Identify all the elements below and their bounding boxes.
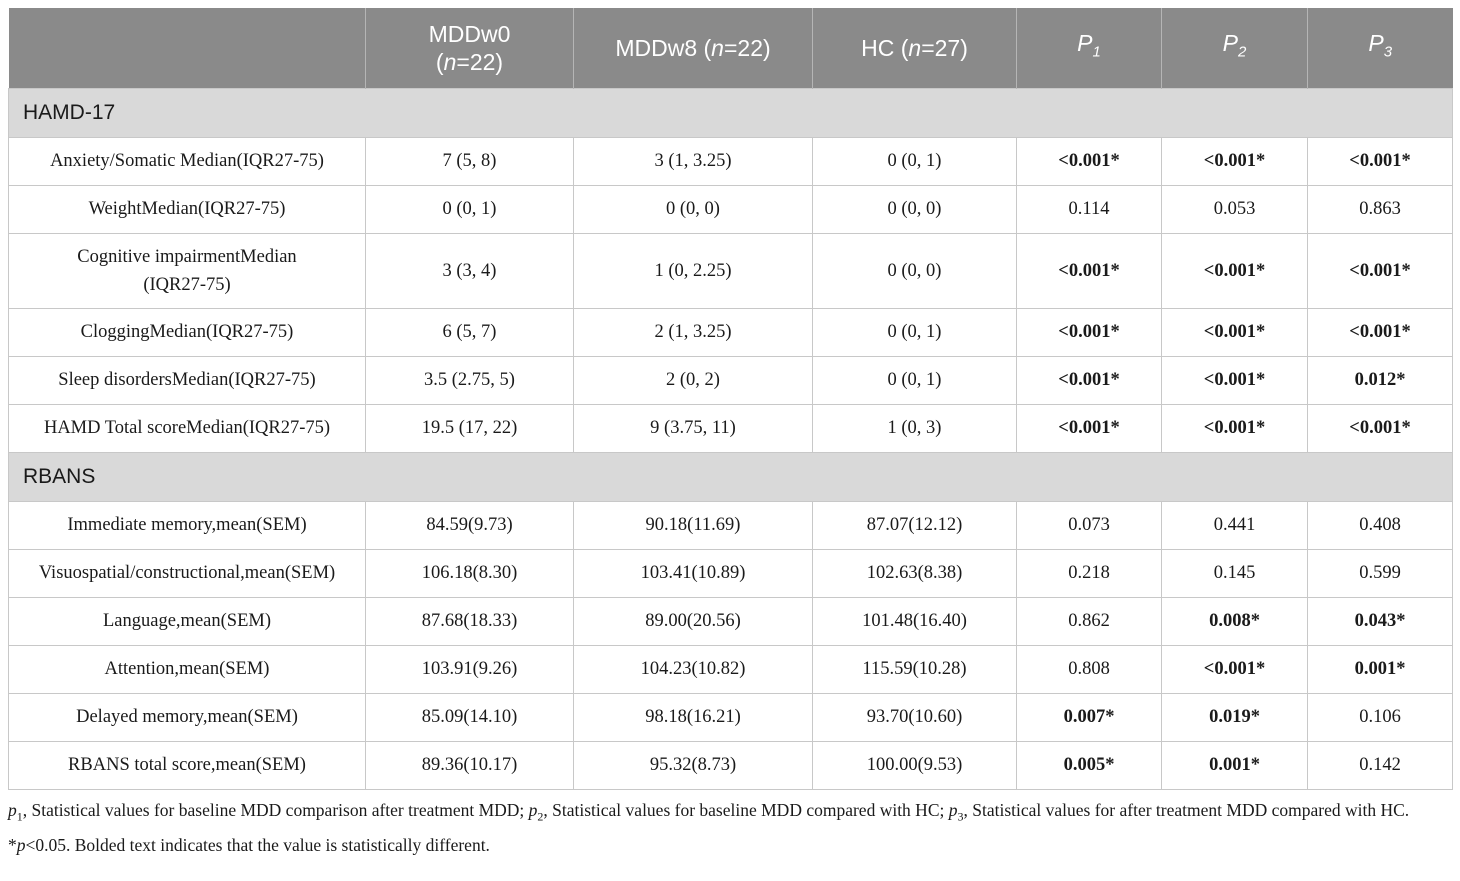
- cell-p1: 0.005*: [1017, 742, 1162, 790]
- footnote-significance: *p<0.05. Bolded text indicates that the value is statistically different.: [8, 834, 490, 855]
- table-container: [8, 8, 1452, 857]
- cell-mddw8: 95.32(8.73): [574, 742, 813, 790]
- cell-hc: 87.07(12.12): [813, 502, 1017, 550]
- table-row: [9, 138, 1453, 186]
- cell-p3: <0.001*: [1308, 234, 1453, 309]
- table-row: [9, 742, 1453, 790]
- cell-p3: 0.142: [1308, 742, 1453, 790]
- row-label: HAMD Total scoreMedian(IQR27-75): [9, 405, 366, 453]
- cell-mddw8: 0 (0, 0): [574, 186, 813, 234]
- table-row: [9, 502, 1453, 550]
- table-row: [9, 405, 1453, 453]
- cell-p1: 0.218: [1017, 550, 1162, 598]
- cell-p2: <0.001*: [1162, 309, 1308, 357]
- row-label: Anxiety/Somatic Median(IQR27-75): [9, 138, 366, 186]
- row-label: RBANS total score,mean(SEM): [9, 742, 366, 790]
- table-row: [9, 357, 1453, 405]
- cell-hc: 0 (0, 1): [813, 357, 1017, 405]
- cell-hc: 0 (0, 1): [813, 309, 1017, 357]
- cell-mddw0: 106.18(8.30): [366, 550, 574, 598]
- cell-p3: <0.001*: [1308, 138, 1453, 186]
- cell-mddw8: 98.18(16.21): [574, 694, 813, 742]
- row-label: Immediate memory,mean(SEM): [9, 502, 366, 550]
- row-label: Language,mean(SEM): [9, 598, 366, 646]
- cell-hc: 100.00(9.53): [813, 742, 1017, 790]
- cell-p2: <0.001*: [1162, 357, 1308, 405]
- section-title: RBANS: [9, 453, 1453, 502]
- results-table: [8, 8, 1453, 790]
- header-p1: $P_1$: [1017, 8, 1162, 89]
- cell-mddw8: 2 (0, 2): [574, 357, 813, 405]
- table-row: [9, 646, 1453, 694]
- cell-hc: 101.48(16.40): [813, 598, 1017, 646]
- cell-p2: <0.001*: [1162, 234, 1308, 309]
- cell-mddw0: 6 (5, 7): [366, 309, 574, 357]
- cell-p2: <0.001*: [1162, 138, 1308, 186]
- section-header: [9, 89, 1453, 138]
- header-row: [9, 8, 1453, 89]
- row-label: Cognitive impairmentMedian (IQR27-75): [9, 234, 366, 309]
- section-header: [9, 453, 1453, 502]
- cell-p2: 0.145: [1162, 550, 1308, 598]
- section-title: HAMD-17: [9, 89, 1453, 138]
- cell-p1: 0.808: [1017, 646, 1162, 694]
- cell-p2: 0.019*: [1162, 694, 1308, 742]
- cell-hc: 0 (0, 0): [813, 234, 1017, 309]
- cell-p1: <0.001*: [1017, 138, 1162, 186]
- cell-mddw8: 3 (1, 3.25): [574, 138, 813, 186]
- footnotes: [8, 798, 1452, 857]
- table-row: [9, 598, 1453, 646]
- cell-mddw8: 90.18(11.69): [574, 502, 813, 550]
- cell-hc: 102.63(8.38): [813, 550, 1017, 598]
- row-label: Visuospatial/constructional,mean(SEM): [9, 550, 366, 598]
- cell-mddw0: 87.68(18.33): [366, 598, 574, 646]
- cell-p2: 0.053: [1162, 186, 1308, 234]
- cell-p3: 0.599: [1308, 550, 1453, 598]
- header-mddw0: MDDw0 (n=22): [366, 8, 574, 89]
- cell-hc: 1 (0, 3): [813, 405, 1017, 453]
- table-row: [9, 186, 1453, 234]
- header-p2: $P_2$: [1162, 8, 1308, 89]
- row-label: WeightMedian(IQR27-75): [9, 186, 366, 234]
- cell-mddw0: 0 (0, 1): [366, 186, 574, 234]
- cell-p2: 0.008*: [1162, 598, 1308, 646]
- cell-p3: 0.001*: [1308, 646, 1453, 694]
- cell-p3: 0.408: [1308, 502, 1453, 550]
- cell-p3: 0.012*: [1308, 357, 1453, 405]
- row-label: Attention,mean(SEM): [9, 646, 366, 694]
- cell-p3: 0.043*: [1308, 598, 1453, 646]
- header-blank: [9, 8, 366, 89]
- cell-mddw0: 84.59(9.73): [366, 502, 574, 550]
- cell-p1: <0.001*: [1017, 309, 1162, 357]
- table-row: [9, 234, 1453, 309]
- cell-p2: <0.001*: [1162, 405, 1308, 453]
- row-label: Sleep disordersMedian(IQR27-75): [9, 357, 366, 405]
- header-p3: $P_3$: [1308, 8, 1453, 89]
- cell-mddw8: 2 (1, 3.25): [574, 309, 813, 357]
- table-row: [9, 694, 1453, 742]
- cell-hc: 115.59(10.28): [813, 646, 1017, 694]
- table-row: [9, 309, 1453, 357]
- cell-hc: 0 (0, 1): [813, 138, 1017, 186]
- cell-p3: <0.001*: [1308, 309, 1453, 357]
- cell-mddw8: 104.23(10.82): [574, 646, 813, 694]
- cell-p2: 0.441: [1162, 502, 1308, 550]
- cell-mddw0: 85.09(14.10): [366, 694, 574, 742]
- row-label: CloggingMedian(IQR27-75): [9, 309, 366, 357]
- cell-mddw8: 89.00(20.56): [574, 598, 813, 646]
- cell-mddw8: 1 (0, 2.25): [574, 234, 813, 309]
- cell-p3: 0.106: [1308, 694, 1453, 742]
- header-mddw8: MDDw8 (n=22): [574, 8, 813, 89]
- cell-mddw0: 3.5 (2.75, 5): [366, 357, 574, 405]
- cell-p3: <0.001*: [1308, 405, 1453, 453]
- footnote-p-values: $p_1$, Statistical values for baseline MDD comparison after treatment MDD; $p_2$, Statistical values for baseline MDD compared with HC; $p_3$, Statistical values for after treatment MDD compared with HC.: [8, 800, 1410, 824]
- cell-p1: 0.114: [1017, 186, 1162, 234]
- cell-p2: 0.001*: [1162, 742, 1308, 790]
- cell-p3: 0.863: [1308, 186, 1453, 234]
- cell-p1: <0.001*: [1017, 234, 1162, 309]
- cell-p1: 0.073: [1017, 502, 1162, 550]
- cell-mddw0: 19.5 (17, 22): [366, 405, 574, 453]
- cell-p1: <0.001*: [1017, 357, 1162, 405]
- cell-p1: <0.001*: [1017, 405, 1162, 453]
- cell-mddw8: 103.41(10.89): [574, 550, 813, 598]
- cell-mddw0: 103.91(9.26): [366, 646, 574, 694]
- row-label: Delayed memory,mean(SEM): [9, 694, 366, 742]
- cell-mddw0: 7 (5, 8): [366, 138, 574, 186]
- header-hc: HC (n=27): [813, 8, 1017, 89]
- cell-hc: 93.70(10.60): [813, 694, 1017, 742]
- cell-p1: 0.007*: [1017, 694, 1162, 742]
- cell-mddw0: 89.36(10.17): [366, 742, 574, 790]
- table-row: [9, 550, 1453, 598]
- cell-mddw8: 9 (3.75, 11): [574, 405, 813, 453]
- cell-p2: <0.001*: [1162, 646, 1308, 694]
- cell-mddw0: 3 (3, 4): [366, 234, 574, 309]
- cell-p1: 0.862: [1017, 598, 1162, 646]
- cell-hc: 0 (0, 0): [813, 186, 1017, 234]
